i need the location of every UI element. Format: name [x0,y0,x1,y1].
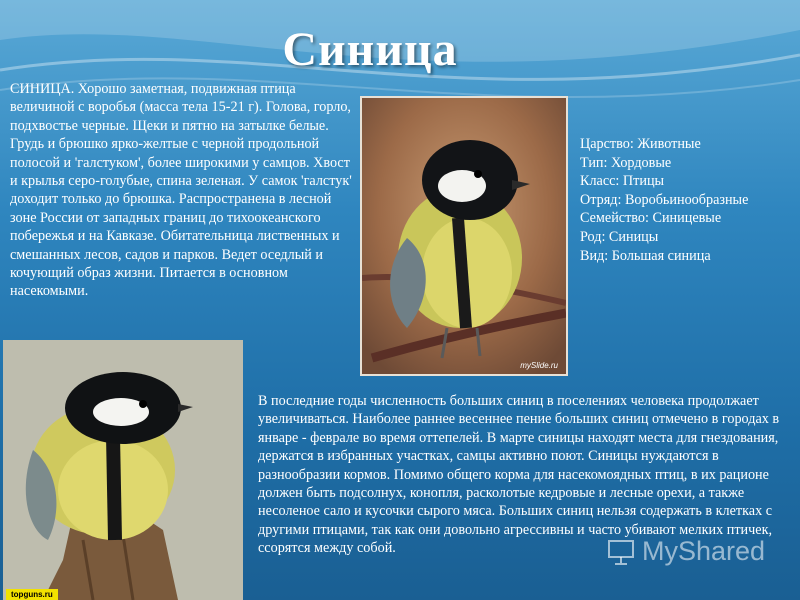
population-paragraph: В последние годы численность больших синиц в поселениях человека продолжает увеличиваться. Наиболее раннее весеннее пение больших синиц отмечено в городах в январе - феврале во время оттепелей. В марте синицы находят места для гнездования, держатся в избранных участках, самцы активно поют. Синицы нуждаются в разнообразии кормов. Помимо общего корма для насекомоядных птиц, в их рационе должен быть подсолнух, конопля, расколотые кедровые и лесные орехи, а также несоленое сало и кусочки сырого мяса. Больших синиц нельзя содержать в клетках с другими птицами, так как они довольно агрессивны и часто убивают мелких птичек, ссорятся между собой. [258,393,780,557]
tit-photo-stump [3,340,243,600]
slide-title: Синица [282,23,458,76]
presentation-icon [606,537,636,567]
tit-photo-branch [360,96,568,376]
site-tag: topguns.ru [6,589,58,600]
classification-list [580,135,790,265]
classification-item: Род: Синицы [580,228,659,245]
classification-item: Царство: Животные [580,136,701,152]
classification-item: Тип: Хордовые [580,154,672,171]
classification-item: Класс: Птицы [580,173,665,190]
bird-description: СИНИЦА. Хорошо заметная, подвижная птица величиной с воробья (масса тела 15-21 г). Голова, горло, подхвостье черные. Щеки и пятно на затылке белые. Грудь и брюшко ярко-желтые с черной продольной полосой и 'галстуком', более широкими у самцов. Хвост и крылья серо-голубые, спина зеленая. У самок 'галстук' доходит только до брюшка. Распространена в лесной зоне России от западных границ до тихоокеанского побережья и на Кавказе. Обитательница лиственных и смешанных лесов, садов и парков. Ведет оседлый и кочующий образ жизни. Питается в основном насекомыми. [10,81,352,300]
watermark-text: MyShared [642,536,766,566]
classification-item: Вид: Большая синица [580,247,711,264]
myshared-watermark [606,536,765,567]
classification-item: Отряд: Воробьинообразные [580,191,749,208]
classification-item: Семейство: Синицевые [580,210,722,227]
photo-credit: mySlide.ru [520,361,558,370]
